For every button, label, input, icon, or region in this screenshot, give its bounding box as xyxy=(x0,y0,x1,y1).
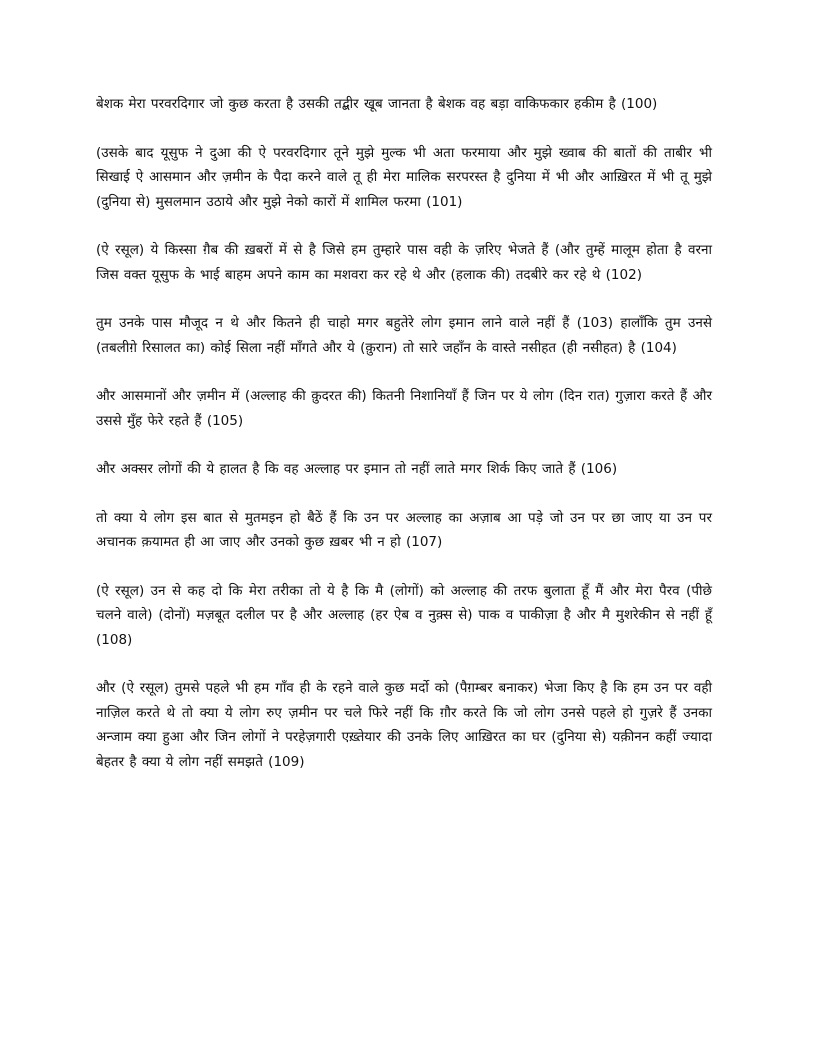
verse-paragraph-102: (ऐ रसूल) ये किस्सा ग़ैब की ख़बरों में से है जिसे हम तुम्हारे पास वही के ज़रिए भेजते हैं (और तुम्हें मालूम होता है वरना जिस वक्त यूसुफ के भाई बाहम अपने काम का मशवरा कर रहे थे और (हलाक की) तदबीरे कर रहे थे (102) xyxy=(96,242,712,283)
verse-paragraph-109: और (ऐ रसूल) तुमसे पहले भी हम गाँव ही के रहने वाले कुछ मर्दो को (पैग़म्बर बनाकर) भेजा किए है कि हम उन पर वही नाज़िल करते थे तो क्या ये लोग रुए ज़मीन पर चले फिरे नहीं कि ग़ौर करते कि जो लोग उनसे पहले हो गुज़रे हैं उनका अन्जाम क्या हुआ और जिन लोगों ने परहेज़गारी एख़्तेयार की उनके लिए आख़िरत का घर (दुनिया से) यक़ीनन कहीं ज्यादा बेहतर है क्या ये लोग नहीं समझते (109) xyxy=(96,680,712,770)
document-body xyxy=(96,92,712,798)
verse-paragraph-103-104: तुम उनके पास मौजूद न थे और कितने ही चाहो मगर बहुतेरे लोग इमान लाने वाले नहीं हैं (103) हालाँकि तुम उनसे (तबलीगे़ रिसालत का) कोई सिला नहीं माँगते और ये (कु़रान) तो सारे जहाँन के वास्ते नसीहत (ही नसीहत) है (104) xyxy=(96,315,712,356)
verse-paragraph-107: तो क्या ये लोग इस बात से मुतमइन हो बैठें हैं कि उन पर अल्लाह का अज़ाब आ पड़े जो उन पर छा जाए या उन पर अचानक क़यामत ही आ जाए और उनको कुछ ख़बर भी न हो (107) xyxy=(96,509,712,550)
verse-paragraph-100: बेशक मेरा परवरदिगार जो कुछ करता है उसकी तद्बीर खूब जानता है बेशक वह बड़ा वाकिफकार हकीम है (100) xyxy=(96,96,658,112)
verse-paragraph-108: (ऐ रसूल) उन से कह दो कि मेरा तरीका तो ये है कि मै (लोगों) को अल्लाह की तरफ बुलाता हूँ मैं और मेरा पैरव (पीछे चलने वाले) (दोनों) मज़बूत दलील पर है और अल्लाह (हर ऐब व नुक़्स से) पाक व पाकीज़ा है और मै मुशरेकीन से नहीं हूँ (108) xyxy=(96,582,712,648)
verse-paragraph-101: (उसके बाद यूसुफ ने दुआ की ऐ परवरदिगार तूने मुझे मुल्क भी अता फरमाया और मुझे ख्वाब की बातों की ताबीर भी सिखाई ऐ आसमान और ज़मीन के पैदा करने वाले तू ही मेरा मालिक सरपरस्त है दुनिया में भी और आख़िरत में भी तू मुझे (दुनिया से) मुसलमान उठाये और मुझे नेको कारों में शामिल फरमा (101) xyxy=(96,144,712,210)
verse-paragraph-105: और आसमानों और ज़मीन में (अल्लाह की कु़दरत की) कितनी निशानियाँ हैं जिन पर ये लोग (दिन रात) गुज़ारा करते हैं और उससे मुँह फेरे रहते हैं (105) xyxy=(96,388,712,429)
verse-paragraph-106: और अक्सर लोगों की ये हालत है कि वह अल्लाह पर इमान तो नहीं लाते मगर शिर्क किए जाते हैं (106) xyxy=(96,461,618,477)
